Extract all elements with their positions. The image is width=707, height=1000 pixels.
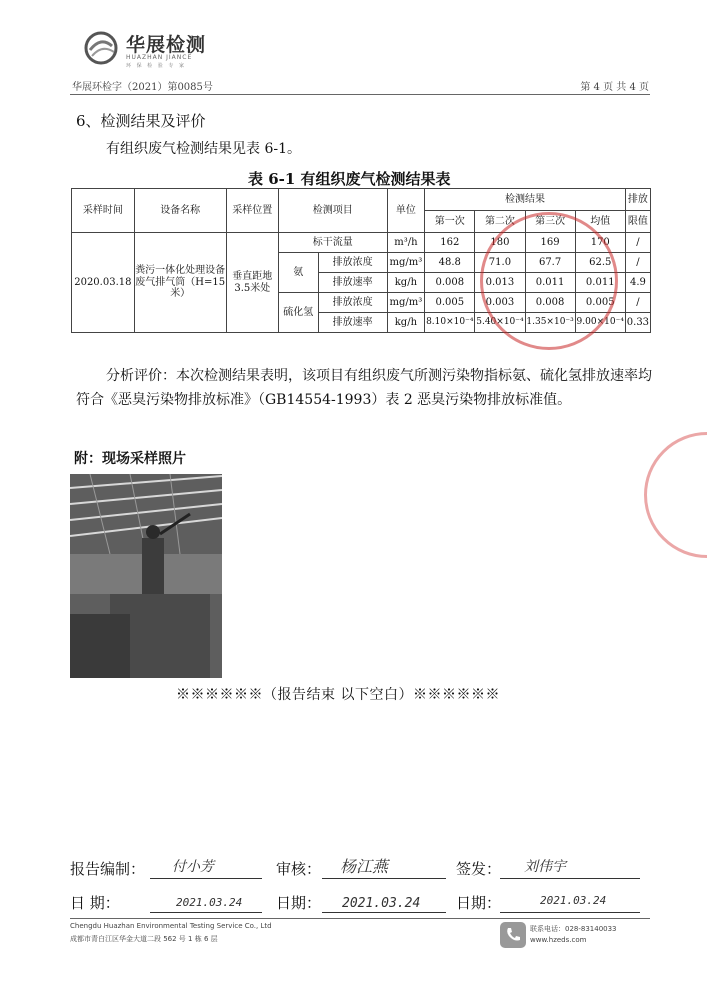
cell-nh3-rate-avg: 0.011 — [575, 273, 625, 293]
review-signature: 杨江燕 — [340, 857, 389, 876]
cell-h2s-rate-unit: kg/h — [387, 313, 425, 333]
page-seal — [644, 432, 707, 558]
cell-h2s-conc-v2: 0.003 — [475, 293, 525, 313]
cell-nh3-rate-item: 排放速率 — [318, 273, 387, 293]
cell-nh3-conc-unit: mg/m³ — [387, 253, 425, 273]
cell-nh3-rate-v2: 0.013 — [475, 273, 525, 293]
cell-flow-v2: 180 — [475, 233, 525, 253]
footer-phone: 联系电话：028-83140033 — [530, 925, 617, 933]
cell-flow-limit: / — [625, 233, 650, 253]
approve-signature: 刘伟宇 — [524, 859, 566, 875]
approve-line — [500, 878, 640, 879]
review-label: 审核： — [276, 860, 322, 878]
footer-divider — [70, 918, 650, 919]
cell-flow-v3: 169 — [525, 233, 575, 253]
header-result: 检测结果 — [425, 189, 626, 211]
report-end-marker: ※※※※※※（报告结束 以下空白）※※※※※※ — [176, 687, 500, 703]
cell-nh3-conc-v3: 67.7 — [525, 253, 575, 273]
footer-company-en: Chengdu Huazhan Environmental Testing Service Co., Ltd — [70, 922, 272, 930]
cell-h2s-conc-v1: 0.005 — [425, 293, 475, 313]
sampling-photo-image — [70, 474, 222, 678]
cell-nh3-rate-v3: 0.011 — [525, 273, 575, 293]
header-divider — [70, 94, 650, 95]
date-label-approve: 日期： — [456, 894, 502, 912]
page-number: 第 4 页 共 4 页 — [580, 82, 649, 93]
date-line-review — [322, 912, 446, 913]
header-avg: 均值 — [575, 211, 625, 233]
prepared-label: 报告编制： — [70, 860, 146, 878]
cell-location: 垂直距地3.5米处 — [226, 233, 278, 333]
date-review: 2021.03.24 — [342, 896, 421, 911]
cell-time: 2020.03.18 — [72, 233, 135, 333]
header-time: 采样时间 — [72, 189, 135, 233]
company-logo — [82, 26, 212, 70]
cell-nh3-rate-limit: 4.9 — [625, 273, 650, 293]
cell-h2s-rate-item: 排放速率 — [318, 313, 387, 333]
header-unit: 单位 — [387, 189, 425, 233]
header-limit-top: 排放 — [625, 189, 650, 211]
cell-h2s-name: 硫化氢 — [278, 293, 318, 333]
section-title: 6、检测结果及评价 — [76, 112, 206, 130]
cell-h2s-conc-limit: / — [625, 293, 650, 313]
footer-website: www.hzeds.com — [530, 936, 587, 944]
date-line-prepared — [150, 912, 262, 913]
header-equipment: 设备名称 — [134, 189, 226, 233]
cell-h2s-rate-avg: 9.00×10⁻⁴ — [575, 313, 625, 333]
header-third: 第三次 — [525, 211, 575, 233]
cell-h2s-rate-v2: 5.40×10⁻⁴ — [475, 313, 525, 333]
prepared-signature: 付小芳 — [172, 859, 214, 875]
cell-h2s-conc-item: 排放浓度 — [318, 293, 387, 313]
footer-address: 成都市青白江区华金大道二段 562 号 1 栋 6 层 — [70, 935, 218, 943]
cell-h2s-conc-unit: mg/m³ — [387, 293, 425, 313]
logo-swirl-icon — [82, 30, 120, 66]
header-limit-bottom: 限值 — [625, 211, 650, 233]
cell-h2s-conc-v3: 0.008 — [525, 293, 575, 313]
cell-nh3-rate-v1: 0.008 — [425, 273, 475, 293]
cell-nh3-conc-limit: / — [625, 253, 650, 273]
logo-chinese-name: 华展检测 — [126, 34, 207, 56]
table-title: 表 6-1 有组织废气检测结果表 — [248, 170, 451, 188]
header-item: 检测项目 — [278, 189, 387, 233]
header-location: 采样位置 — [226, 189, 278, 233]
header-second: 第二次 — [475, 211, 525, 233]
analysis-paragraph: 分析评价：本次检测结果表明，该项目有组织废气所测污染物指标氨、硫化氢排放速率均符合《恶臭污染物排放标准》（GB14554-1993）表 2 恶臭污染物排放标准值。 — [76, 368, 652, 408]
cell-flow-v1: 162 — [425, 233, 475, 253]
cell-h2s-rate-limit: 0.33 — [625, 313, 650, 333]
logo-english-name: HUAZHAN JIANCE — [126, 54, 193, 61]
review-line — [322, 878, 446, 879]
cell-flow-avg: 170 — [575, 233, 625, 253]
approve-label: 签发： — [456, 860, 502, 878]
prepared-line — [150, 878, 262, 879]
cell-equipment: 粪污一体化处理设备废气排气筒（H=15米） — [134, 233, 226, 333]
cell-flow-item: 标干流量 — [278, 233, 387, 253]
cell-nh3-conc-item: 排放浓度 — [318, 253, 387, 273]
logo-slogan: 环 保 检 验 专 家 — [126, 63, 186, 69]
date-prepared: 2021.03.24 — [176, 896, 243, 909]
cell-h2s-rate-v3: 1.35×10⁻³ — [525, 313, 575, 333]
cell-nh3-conc-avg: 62.5 — [575, 253, 625, 273]
date-approve: 2021.03.24 — [540, 894, 607, 907]
inspection-seal — [480, 212, 618, 350]
phone-icon — [500, 922, 526, 948]
intro-text: 有组织废气检测结果见表 6-1。 — [106, 141, 301, 157]
cell-ammonia-name: 氨 — [278, 253, 318, 293]
cell-h2s-rate-v1: 8.10×10⁻⁴ — [425, 313, 475, 333]
attachment-title: 附：现场采样照片 — [74, 451, 186, 467]
cell-nh3-conc-v1: 48.8 — [425, 253, 475, 273]
site-sampling-photo — [70, 474, 222, 678]
date-line-approve — [500, 912, 640, 913]
cell-nh3-conc-v2: 71.0 — [475, 253, 525, 273]
date-label-prepared: 日 期： — [70, 894, 120, 912]
cell-nh3-rate-unit: kg/h — [387, 273, 425, 293]
cell-flow-unit: m³/h — [387, 233, 425, 253]
report-number: 华展环检字（2021）第0085号 — [72, 82, 213, 93]
cell-h2s-conc-avg: 0.005 — [575, 293, 625, 313]
header-first: 第一次 — [425, 211, 475, 233]
date-label-review: 日期： — [276, 894, 322, 912]
